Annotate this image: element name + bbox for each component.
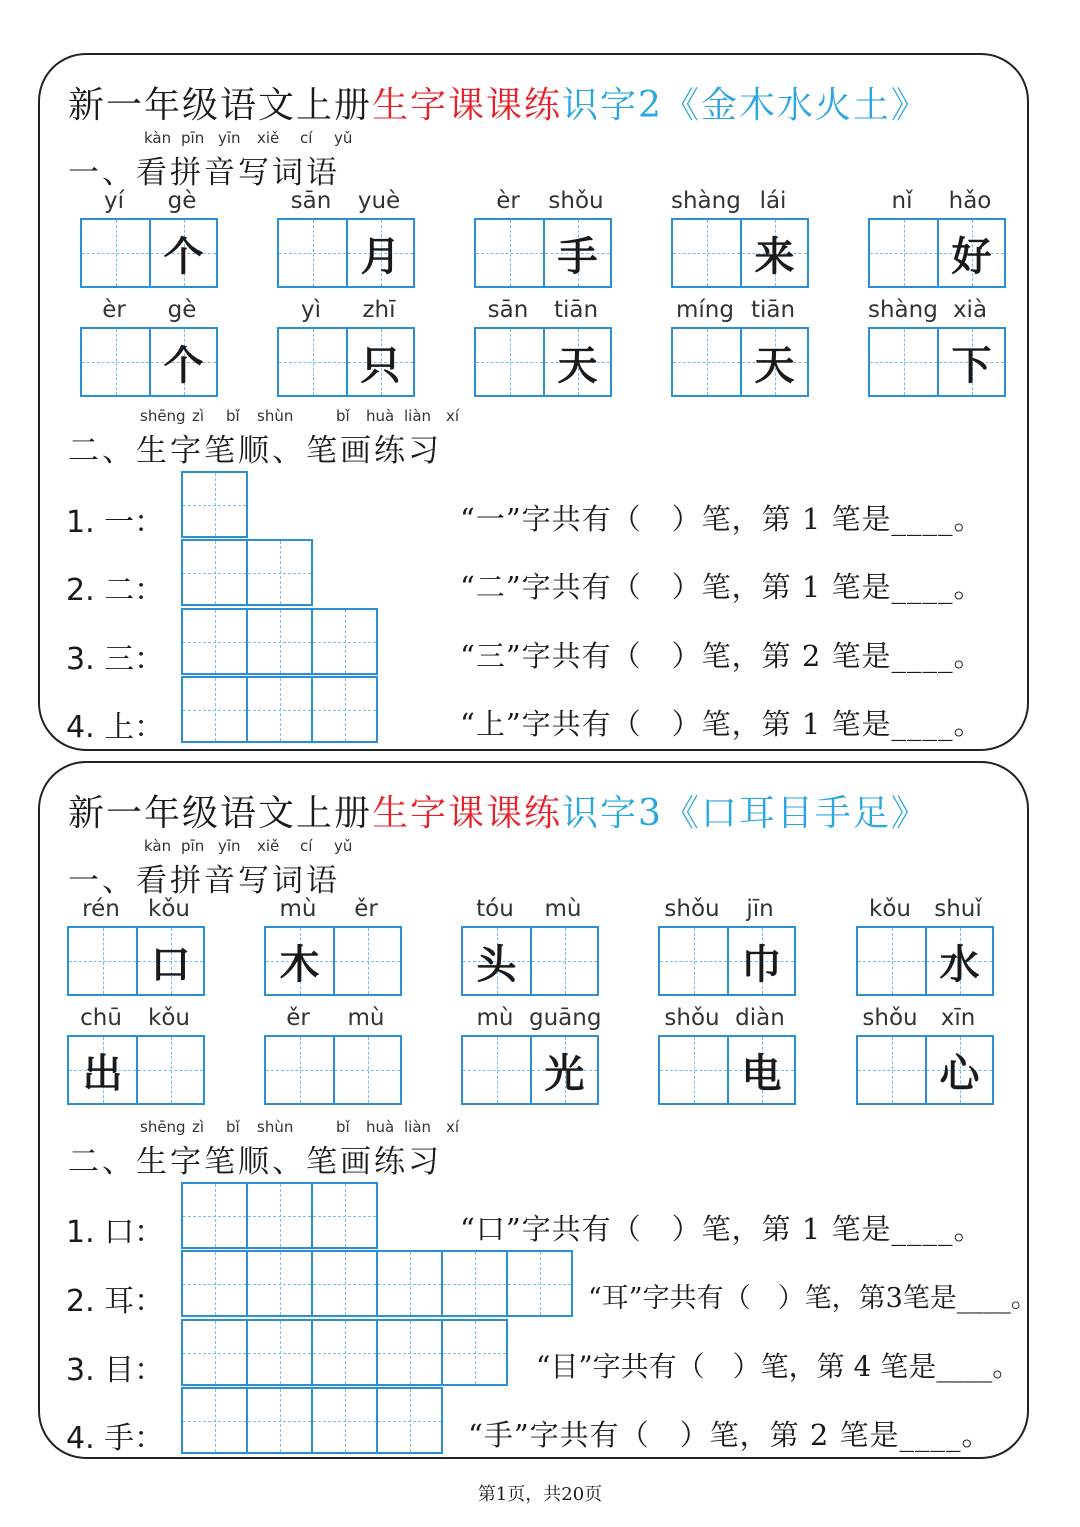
pinyin-syllable: tiān	[553, 297, 599, 323]
pinyin-syllable: pīn	[181, 837, 205, 855]
writing-cell[interactable]	[246, 1182, 313, 1249]
sheet-title	[68, 785, 929, 836]
section1-pinyin	[144, 837, 404, 857]
word-box	[264, 1005, 400, 1105]
writing-cell[interactable]	[246, 608, 313, 675]
pinyin-syllable: èr	[496, 188, 520, 214]
writing-cell[interactable]	[311, 608, 378, 675]
pinyin-syllable: shǒu	[862, 1005, 918, 1031]
writing-cell[interactable]	[311, 1387, 378, 1454]
practice-question: “手”字共有（ ）笔，第 2 笔是____。	[468, 1418, 992, 1452]
practice-label: 2. 二：	[66, 573, 165, 608]
writing-cell[interactable]	[441, 1250, 508, 1317]
section1-pinyin	[144, 129, 404, 149]
pinyin-syllable: shùn	[257, 407, 294, 425]
pinyin-syllable: xiě	[257, 837, 280, 855]
pinyin-syllable: mù	[544, 896, 582, 922]
pinyin-syllable: xí	[446, 1118, 460, 1136]
section1-heading: 一、看拼音写词语	[68, 155, 340, 191]
pinyin-syllable: èr	[102, 297, 126, 323]
pinyin-syllable: bǐ	[226, 407, 240, 425]
word-box	[277, 297, 413, 397]
stroke-grid	[181, 1250, 571, 1317]
practice-question: “二”字共有（ ）笔，第 1 笔是____。	[460, 570, 984, 604]
word-box	[474, 188, 610, 288]
pinyin-syllable: shùn	[257, 1118, 294, 1136]
practice-question: “上”字共有（ ）笔，第 1 笔是____。	[460, 707, 984, 741]
writing-cell[interactable]	[441, 1319, 508, 1386]
pinyin-syllable: yǔ	[334, 837, 353, 855]
writing-cell[interactable]: 头	[463, 928, 530, 994]
writing-cell[interactable]: 木	[266, 928, 333, 994]
practice-label: 2. 耳：	[66, 1284, 165, 1319]
pinyin-syllable: diàn	[735, 1005, 785, 1031]
practice-label: 4. 手：	[66, 1421, 165, 1456]
pinyin-syllable: kàn	[144, 129, 172, 147]
pinyin-syllable: bǐ	[336, 1118, 350, 1136]
writing-cell[interactable]	[181, 471, 248, 538]
practice-label: 3. 目：	[66, 1353, 165, 1388]
writing-cell[interactable]	[69, 928, 136, 994]
pinyin-syllable: yīn	[218, 129, 241, 147]
page-footer: 第1页，共20页	[477, 1484, 603, 1505]
writing-cell[interactable]: 月	[346, 220, 413, 286]
writing-cell[interactable]: 天	[543, 329, 610, 395]
writing-cell[interactable]	[266, 1037, 333, 1103]
word-box	[658, 1005, 794, 1105]
stroke-grid	[181, 608, 376, 675]
sheet-title	[68, 77, 929, 128]
pinyin-syllable: gè	[167, 297, 197, 323]
worksheet-card-1	[38, 53, 1029, 751]
writing-cell[interactable]: 来	[740, 220, 807, 286]
pinyin-syllable: ěr	[354, 896, 378, 922]
writing-cell[interactable]	[333, 928, 400, 994]
writing-cell[interactable]	[311, 1319, 378, 1386]
writing-cell[interactable]	[476, 329, 543, 395]
pinyin-syllable: shēng	[140, 1118, 186, 1136]
word-box	[277, 188, 413, 288]
pinyin-syllable: zì	[192, 1118, 205, 1136]
pinyin-syllable: zì	[192, 407, 205, 425]
word-box	[461, 896, 597, 996]
title-practice-text: 生字课课练	[372, 85, 563, 126]
pinyin-syllable: guāng	[529, 1005, 602, 1031]
practice-label: 3. 三：	[66, 642, 165, 677]
pinyin-syllable: xīn	[940, 1005, 976, 1031]
pinyin-syllable: yuè	[357, 188, 401, 214]
section1-heading: 一、看拼音写词语	[68, 863, 340, 899]
word-box	[474, 297, 610, 397]
writing-cell[interactable]	[858, 1037, 925, 1103]
writing-cell[interactable]: 口	[136, 928, 203, 994]
writing-cell[interactable]	[181, 608, 248, 675]
word-box	[80, 297, 216, 397]
pinyin-syllable: yì	[300, 297, 321, 323]
practice-label: 4. 上：	[66, 710, 165, 745]
practice-question: “耳”字共有（ ）笔，第3笔是____。	[588, 1283, 1038, 1314]
writing-cell[interactable]	[530, 928, 597, 994]
word-box	[67, 896, 203, 996]
word-box	[658, 896, 794, 996]
writing-cell[interactable]	[506, 1250, 573, 1317]
title-lesson-text: 识字2《金木水火土》	[562, 85, 929, 126]
pinyin-syllable: xià	[952, 297, 988, 323]
practice-label: 1. 一：	[66, 505, 165, 540]
writing-cell[interactable]	[660, 928, 727, 994]
pinyin-syllable: xiě	[257, 129, 280, 147]
writing-cell[interactable]: 个	[149, 220, 216, 286]
writing-cell[interactable]: 只	[346, 329, 413, 395]
pinyin-syllable: cí	[300, 129, 313, 147]
stroke-grid	[181, 1319, 506, 1386]
stroke-grid	[181, 676, 376, 743]
pinyin-syllable: shàng	[868, 297, 938, 323]
writing-cell[interactable]	[858, 928, 925, 994]
section2-heading: 二、生字笔顺、笔画练习	[68, 433, 442, 469]
section2-heading: 二、生字笔顺、笔画练习	[68, 1144, 442, 1180]
pinyin-syllable: liàn	[404, 1118, 432, 1136]
writing-cell[interactable]	[311, 1182, 378, 1249]
word-box	[868, 297, 1004, 397]
pinyin-syllable: bǐ	[226, 1118, 240, 1136]
writing-cell[interactable]: 电	[727, 1037, 794, 1103]
word-box	[856, 896, 992, 996]
writing-cell[interactable]: 个	[149, 329, 216, 395]
practice-question: “口”字共有（ ）笔，第 1 笔是____。	[460, 1212, 984, 1246]
pinyin-syllable: kǒu	[869, 896, 911, 922]
writing-cell[interactable]	[673, 220, 740, 286]
writing-cell[interactable]	[476, 220, 543, 286]
pinyin-syllable: shǒu	[548, 188, 604, 214]
pinyin-syllable: mù	[279, 896, 317, 922]
pinyin-syllable: huà	[366, 407, 395, 425]
pinyin-syllable: chū	[80, 1005, 122, 1031]
practice-label: 1. 口：	[66, 1215, 165, 1250]
pinyin-syllable: bǐ	[336, 407, 350, 425]
pinyin-syllable: tóu	[476, 896, 514, 922]
writing-cell[interactable]	[181, 1250, 248, 1317]
pinyin-syllable: kàn	[144, 837, 172, 855]
word-box	[868, 188, 1004, 288]
pinyin-syllable: hǎo	[948, 188, 992, 214]
word-box	[264, 896, 400, 996]
title-grade-text: 新一年级语文上册	[68, 793, 373, 834]
writing-cell[interactable]	[181, 676, 248, 743]
stroke-grid	[181, 471, 246, 538]
writing-cell[interactable]	[376, 1250, 443, 1317]
writing-cell[interactable]	[82, 220, 149, 286]
pinyin-syllable: mù	[476, 1005, 514, 1031]
pinyin-syllable: cí	[300, 837, 313, 855]
writing-cell[interactable]: 好	[937, 220, 1004, 286]
writing-cell[interactable]	[181, 1387, 248, 1454]
writing-cell[interactable]	[279, 329, 346, 395]
writing-cell[interactable]: 心	[925, 1037, 992, 1103]
writing-cell[interactable]: 手	[543, 220, 610, 286]
writing-cell[interactable]	[376, 1387, 443, 1454]
pinyin-syllable: shǒu	[664, 896, 720, 922]
pinyin-syllable: shuǐ	[934, 896, 982, 922]
writing-cell[interactable]: 光	[530, 1037, 597, 1103]
writing-cell[interactable]	[246, 539, 313, 606]
practice-question: “三”字共有（ ）笔，第 2 笔是____。	[460, 639, 984, 673]
pinyin-syllable: yīn	[218, 837, 241, 855]
writing-cell[interactable]	[246, 676, 313, 743]
writing-cell[interactable]	[136, 1037, 203, 1103]
writing-cell[interactable]: 水	[925, 928, 992, 994]
pinyin-syllable: mù	[347, 1005, 385, 1031]
title-lesson-text: 识字3《口耳目手足》	[562, 793, 929, 834]
pinyin-syllable: rén	[82, 896, 120, 922]
writing-cell[interactable]: 巾	[727, 928, 794, 994]
stroke-grid	[181, 539, 311, 606]
practice-question: “一”字共有（ ）笔，第 1 笔是____。	[460, 502, 984, 536]
section2-pinyin	[140, 407, 500, 427]
word-box	[67, 1005, 203, 1105]
writing-cell[interactable]: 天	[740, 329, 807, 395]
stroke-grid	[181, 1182, 376, 1249]
pinyin-syllable: zhī	[362, 297, 396, 323]
pinyin-syllable: ěr	[286, 1005, 310, 1031]
writing-cell[interactable]	[246, 1387, 313, 1454]
pinyin-syllable: shēng	[140, 407, 186, 425]
section2-pinyin	[140, 1118, 500, 1138]
pinyin-syllable: kǒu	[148, 1005, 190, 1031]
title-grade-text: 新一年级语文上册	[68, 85, 373, 126]
writing-cell[interactable]	[660, 1037, 727, 1103]
title-practice-text: 生字课课练	[372, 793, 563, 834]
pinyin-syllable: pīn	[181, 129, 205, 147]
pinyin-syllable: lái	[759, 188, 787, 214]
pinyin-syllable: yí	[103, 188, 124, 214]
writing-cell[interactable]	[376, 1319, 443, 1386]
writing-cell[interactable]	[673, 329, 740, 395]
pinyin-syllable: liàn	[404, 407, 432, 425]
word-box	[461, 1005, 602, 1105]
writing-cell[interactable]	[82, 329, 149, 395]
writing-cell[interactable]: 下	[937, 329, 1004, 395]
pinyin-syllable: tiān	[750, 297, 796, 323]
pinyin-syllable: shǒu	[664, 1005, 720, 1031]
pinyin-syllable: gè	[167, 188, 197, 214]
pinyin-syllable: yǔ	[334, 129, 353, 147]
writing-cell[interactable]	[311, 676, 378, 743]
writing-cell[interactable]	[246, 1319, 313, 1386]
practice-question: “目”字共有（ ）笔，第 4 笔是____。	[536, 1350, 1021, 1383]
word-box	[671, 188, 807, 288]
word-box	[80, 188, 216, 288]
pinyin-syllable: kǒu	[148, 896, 190, 922]
pinyin-syllable: míng	[676, 297, 734, 323]
pinyin-syllable: sān	[487, 297, 529, 323]
writing-cell[interactable]	[279, 220, 346, 286]
writing-cell[interactable]	[870, 220, 937, 286]
writing-cell[interactable]	[181, 1182, 248, 1249]
word-box	[856, 1005, 992, 1105]
writing-cell[interactable]	[333, 1037, 400, 1103]
writing-cell[interactable]	[181, 539, 248, 606]
pinyin-syllable: sān	[290, 188, 332, 214]
writing-cell[interactable]	[311, 1250, 378, 1317]
pinyin-syllable: huà	[366, 1118, 395, 1136]
pinyin-syllable: nǐ	[891, 188, 913, 214]
pinyin-syllable: jīn	[746, 896, 774, 922]
pinyin-syllable: shàng	[671, 188, 741, 214]
writing-cell[interactable]: 出	[69, 1037, 136, 1103]
word-box	[671, 297, 807, 397]
writing-cell[interactable]	[463, 1037, 530, 1103]
stroke-grid	[181, 1387, 441, 1454]
writing-cell[interactable]	[181, 1319, 248, 1386]
writing-cell[interactable]	[870, 329, 937, 395]
pinyin-syllable: xí	[446, 407, 460, 425]
writing-cell[interactable]	[246, 1250, 313, 1317]
worksheet-card-2	[38, 761, 1038, 1459]
